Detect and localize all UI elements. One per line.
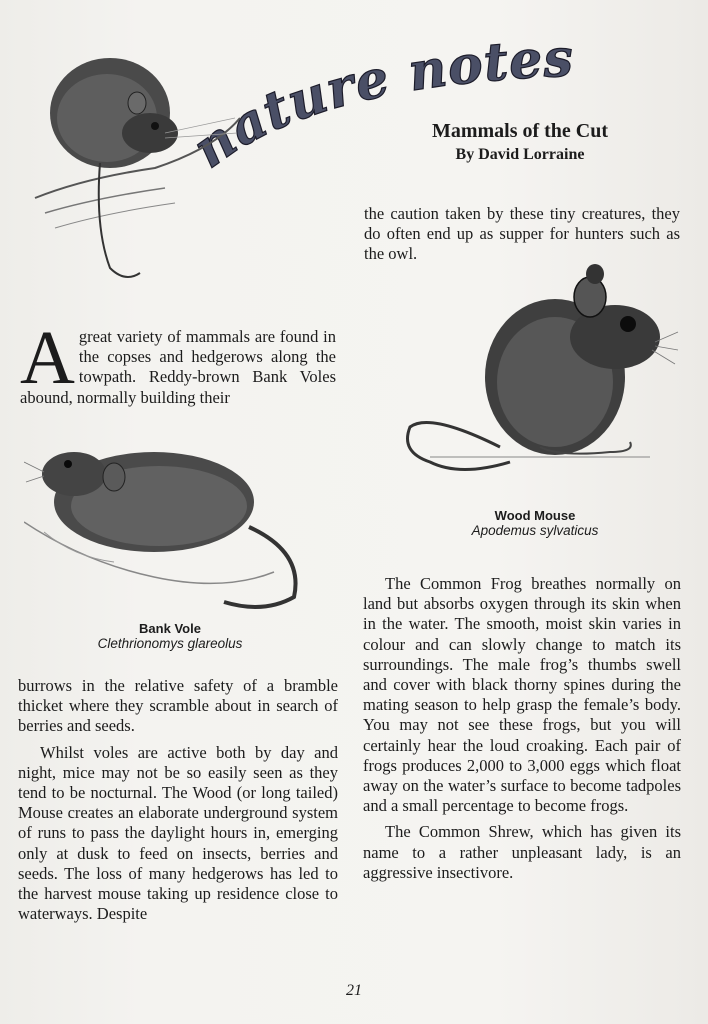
left-intro-text: [20, 316, 336, 408]
page-number: 21: [346, 982, 362, 999]
caption-latin: Apodemus sylvaticus: [471, 523, 599, 538]
article-byline: By David Lorraine: [455, 146, 585, 163]
paragraph: Whilst voles are active both by day and night, mice may not be so easily seen as they tend to be nocturnal. The Wood (or long tailed) Mouse creates an elaborate underground system of runs to pass the daylight hours in, emerging only at dusk to feed on insects, berries and seeds. The loss of many hedgerows has led to the harvest mouse taking up residence close to waterways. Despite: [18, 742, 338, 924]
right-column-top-text: [364, 204, 680, 265]
paragraph: burrows in the relative safety of a bramble thicket where they scramble about in search of berries and seeds.: [18, 676, 338, 736]
caption-latin: Clethrionomys glareolus: [97, 636, 243, 651]
article-title: Mammals of the Cut: [431, 120, 609, 142]
drop-cap: A: [20, 316, 75, 400]
caption-name: Bank Vole: [139, 621, 201, 636]
wood-mouse-illustration: [390, 262, 680, 494]
rat-on-branch-illustration: [15, 28, 245, 283]
masthead-title: ature notes: [218, 30, 575, 159]
bank-vole-caption: [40, 621, 300, 651]
paragraph: The Common Frog breathes normally on land but absorbs oxygen through its skin when in the water. The smooth, moist skin varies in colour and can slowly change to match its surroundings. The male frog’s thumbs swell and cover with black thorny spines during the mating season to help grasp the female’s body. You may not see these frogs, but you will certainly hear the loud croaking. Each pair of frogs produces 2,000 to 3,000 eggs which float away on the water’s surface to become tadpoles and a small percentage to become frogs.: [363, 574, 681, 816]
paragraph: the caution taken by these tiny creatures, they do often end up as supper for hunters such as the owl.: [364, 204, 680, 264]
left-bottom-text: [18, 676, 338, 924]
right-bottom-text: [363, 574, 681, 883]
paragraph: great variety of mammals are found in the copses and hedgerows along the towpath. Reddy-brown Bank Voles abound, normally building their: [20, 327, 336, 407]
wood-mouse-caption: [420, 508, 650, 538]
caption-name: Wood Mouse: [494, 508, 576, 523]
paragraph: The Common Shrew, which has given its name to a rather unpleasant lady, is an aggressive insectivore.: [363, 822, 681, 882]
bank-vole-illustration: [24, 432, 314, 614]
